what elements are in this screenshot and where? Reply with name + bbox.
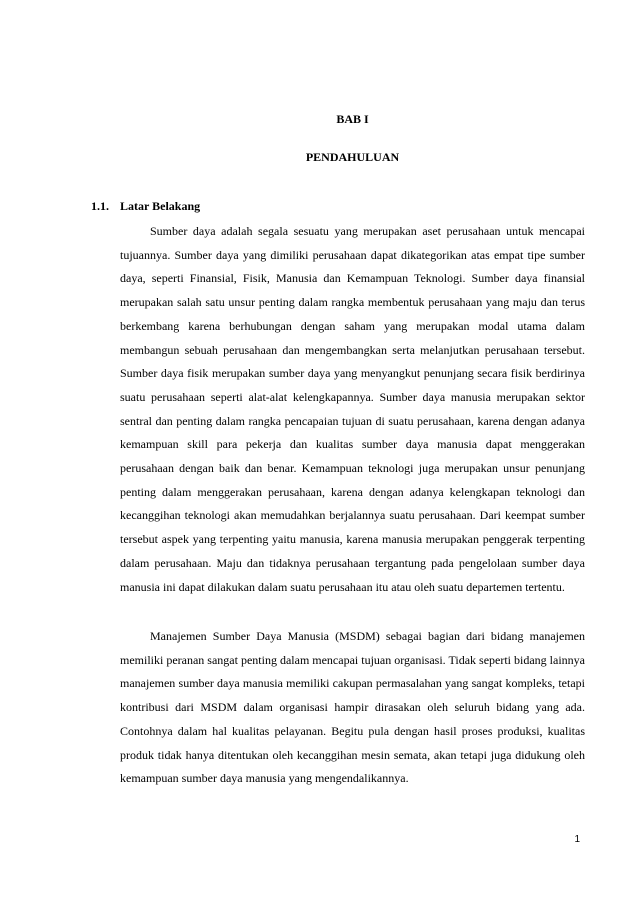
section-heading: [91, 199, 200, 213]
chapter-number: BAB I: [336, 112, 369, 126]
paragraph-msdm: Manajemen Sumber Daya Manusia (MSDM) sebagai bagian dari bidang manajemen memiliki peranan sangat penting dalam mencapai tujuan organisasi. Tidak seperti bidang lainnya manajemen sumber daya manusia memiliki cakupan permasalahan yang sangat kompleks, tetapi kontribusi dari MSDM dalam organisasi hampir dirasakan oleh seluruh bidang yang ada. Contohnya dalam hal kualitas pelayanan. Begitu pula dengan hasil proses produksi, kualitas produk tidak hanya ditentukan oleh kecanggihan mesin semata, akan tetapi juga didukung oleh kemampuan sumber daya manusia yang mengendalikannya.: [120, 629, 585, 786]
paragraph-sumber-daya: Sumber daya adalah segala sesuatu yang merupakan aset perusahaan untuk mencapai tujuannya. Sumber daya yang dimiliki perusahaan dapat dikategorikan atas empat tipe sumber daya, seperti Finansial, Fisik, Manusia dan Kemampuan Teknologi. Sumber daya finansial merupakan salah satu unsur penting dalam rangka membentuk perusahaan yang maju dan terus berkembang karena berhubungan dengan saham yang merupakan modal utama dalam membangun sebuah perusahaan dan mengembangkan serta melanjutkan perusahaan tersebut. Sumber daya fisik merupakan sumber daya yang menyangkut penunjang secara fisik berdirinya suatu perusahaan seperti alat-alat kelengkapannya. Sumber daya manusia merupakan sektor sentral dan penting dalam rangka pencapaian tujuan di suatu perusahaan, karena dengan adanya kemampuan skill para pekerja dan kualitas sumber daya manusia dapat menggerakan perusahaan dengan baik dan benar. Kemampuan teknologi juga merupakan unsur penunjang penting dalam menggerakan perusahaan, karena dengan adanya kelengkapan teknologi dan kecanggihan teknologi akan memudahkan berjalannya suatu perusahaan. Dari keempat sumber tersebut aspek yang terpenting yaitu manusia, karena manusia merupakan penggerak terpenting dalam perusahaan. Maju dan tidaknya perusahaan tergantung pada pengelolaan sumber daya manusia ini dapat dilakukan dalam suatu perusahaan itu atau oleh suatu departemen tertentu.: [120, 224, 585, 594]
section-number: 1.1.: [91, 199, 109, 213]
section-title: Latar Belakang: [120, 199, 201, 213]
page-number: 1: [574, 834, 580, 845]
chapter-title: PENDAHULUAN: [305, 150, 400, 164]
